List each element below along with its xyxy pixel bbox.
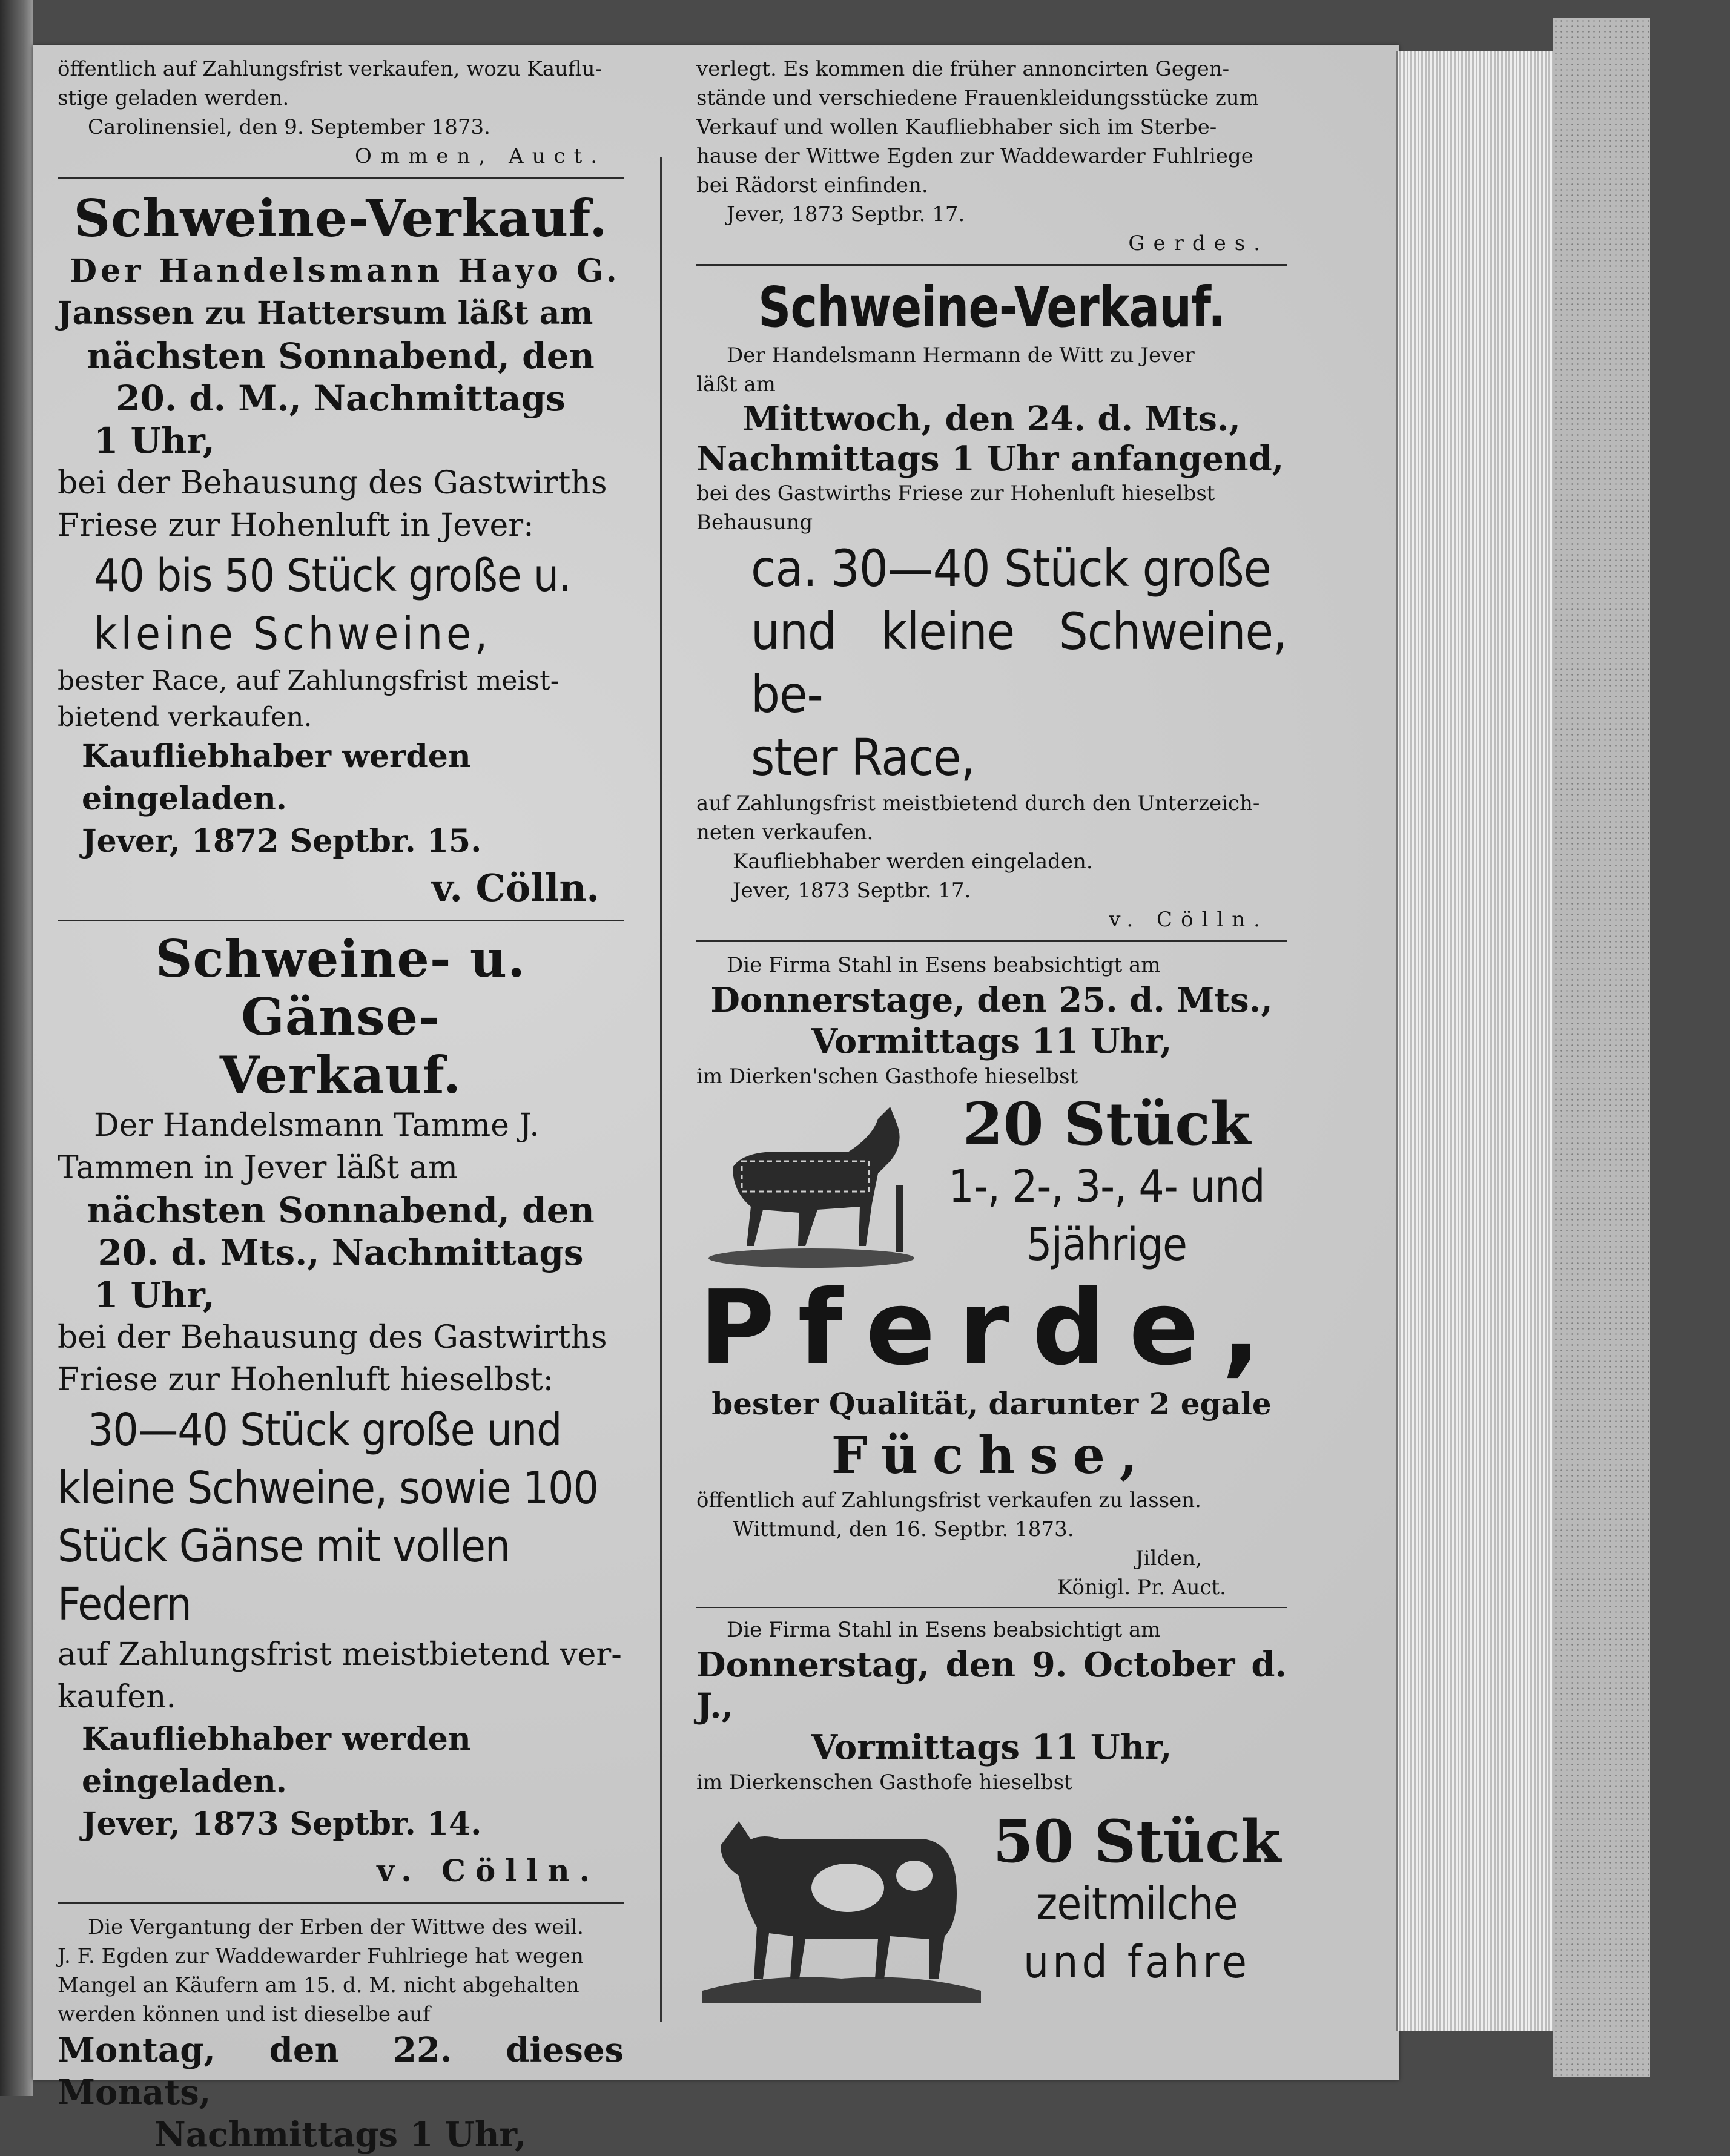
horse-block	[696, 1091, 1287, 1274]
ad-title: Schweine-Verkauf.	[758, 275, 1226, 340]
ad-line: bei der Behausung des Gastwirths	[58, 465, 607, 501]
book-spine-edge	[0, 0, 33, 2096]
ad-line: bei der Behausung des Gastwirths	[58, 1319, 607, 1356]
divider	[58, 920, 624, 921]
ad-line: Nachmittags 1 Uhr anfangend,	[696, 439, 1284, 479]
ad-line: ster Race,	[751, 728, 975, 787]
ad-date: Jever, 1873 Septbr. 17.	[727, 202, 965, 226]
ad-title: Verkauf.	[219, 1045, 462, 1105]
ad-line: Die Firma Stahl in Esens beabsichtigt am	[727, 953, 1161, 977]
ad-line: im Dierkenschen Gasthofe hieselbst	[696, 1770, 1072, 1795]
ad-line: Mittwoch, den 24. d. Mts.,	[742, 399, 1241, 439]
ad-line: 5jährige	[1026, 1219, 1187, 1271]
ad-line: Friese zur Hohenluft hieselbst:	[58, 1362, 554, 1398]
ad-line: Pferde,	[699, 1268, 1284, 1388]
ad-line: 50 Stück	[992, 1807, 1281, 1876]
ad-line: Tammen in Jever läßt am	[58, 1150, 458, 1186]
ad-line: hause der Wittwe Egden zur Waddewarder Fuhlriege	[696, 144, 1253, 168]
ad-line: bester Qualität, darunter 2 egale	[711, 1386, 1272, 1422]
ad-line: öffentlich auf Zahlungsfrist verkaufen zu lassen.	[696, 1488, 1201, 1512]
cow-woodcut-icon	[696, 1797, 987, 2003]
ad-line: bei Rädorst einfinden.	[696, 173, 928, 197]
ad-line: Mangel an Käufern am 15. d. M. nicht abgehalten	[58, 1973, 579, 1997]
ad-line: kleine Schweine, sowie 100	[58, 1462, 598, 1514]
ad-line: bei des Gastwirths Friese zur Hohenluft hieselbst	[696, 481, 1215, 506]
intro-line: stige geladen werden.	[58, 86, 289, 110]
intro-signature: Ommen, Auct.	[355, 144, 606, 168]
ad-line: Vormittags 11 Uhr,	[811, 1727, 1172, 1767]
ad-line: 1-, 2-, 3-, 4- und	[948, 1161, 1265, 1213]
divider	[696, 1607, 1287, 1608]
ad-schweine-verkauf-1	[58, 187, 624, 914]
intro-date: Carolinensiel, den 9. September 1873.	[88, 115, 490, 139]
ad-schweine-gaense-verkauf	[58, 930, 624, 1896]
ad-line: läßt am	[696, 372, 776, 397]
ad-line: auf Zahlungsfrist meistbietend durch den Unterzeich-	[696, 791, 1260, 816]
ad-line: Behausung	[696, 510, 813, 535]
divider	[58, 177, 624, 179]
ad-line: Janssen zu Hattersum läßt am	[58, 295, 593, 332]
cow-block	[696, 1797, 1287, 2003]
ad-title: Schweine- u. Gänse-	[155, 929, 526, 1047]
ad-pferde	[696, 951, 1287, 1602]
ad-signature: Königl. Pr. Auct.	[1057, 1575, 1226, 1600]
ad-date: Wittmund, den 16. Septbr. 1873.	[733, 1517, 1074, 1541]
ad-line: Federn	[58, 1578, 191, 1630]
ad-line: Donnerstag, den 9. October d. J.,	[696, 1645, 1287, 1726]
divider	[696, 940, 1287, 942]
ad-line: Füchse,	[831, 1425, 1152, 1485]
ad-line: Donnerstage, den 25. d. Mts.,	[710, 980, 1273, 1020]
ad-line: J. F. Egden zur Waddewarder Fuhlriege hat wegen	[58, 1944, 584, 1968]
ad-line: Montag, den 22. dieses Monats,	[58, 2030, 624, 2112]
ad-line: Kaufliebhaber werden eingeladen.	[82, 1721, 471, 1800]
ad-line: kaufen.	[58, 1679, 177, 1715]
ad-line: 30—40 Stück große und	[88, 1404, 562, 1456]
ad-line: 20. d. M., Nachmittags	[116, 378, 566, 419]
ad-line: Kaufliebhaber werden eingeladen.	[733, 849, 1093, 874]
ad-line: auf Zahlungsfrist meistbietend ver-	[58, 1637, 622, 1673]
ad-line: werden können und ist dieselbe auf	[58, 2002, 431, 2026]
ad-signature: v. Cölln.	[1109, 908, 1269, 932]
ad-line: nächsten Sonnabend, den	[87, 1190, 595, 1231]
ad-signature: v. Cölln.	[377, 1853, 599, 1888]
left-column	[58, 54, 624, 2156]
ad-line: ca. 30—40 Stück große	[751, 539, 1272, 598]
ad-line: neten verkaufen.	[696, 820, 874, 845]
ad-signature: v. Cölln.	[431, 866, 599, 910]
ad-line: 40 bis 50 Stück große u.	[94, 550, 571, 602]
ad-line: Die Vergantung der Erben der Wittwe des weil.	[88, 1915, 584, 1939]
column-divider	[660, 157, 662, 2022]
ad-line: Friese zur Hohenluft in Jever:	[58, 507, 534, 544]
ad-line: bester Race, auf Zahlungsfrist meist-	[58, 665, 560, 696]
ad-line: und kleine Schweine, be-	[751, 602, 1287, 724]
divider	[696, 264, 1287, 266]
ad-line: 20 Stück	[962, 1090, 1251, 1158]
ad-line: und fahre	[1023, 1936, 1250, 1988]
ad-date: Jever, 1873 Septbr. 17.	[733, 879, 971, 903]
ad-continuation	[696, 54, 1287, 258]
ad-line: nächsten Sonnabend, den	[87, 335, 595, 377]
ad-line: verlegt. Es kommen die früher annoncirten Gegen-	[696, 57, 1230, 81]
ad-vergantung	[58, 1913, 624, 2156]
divider	[58, 1902, 624, 1904]
ad-line: im Dierken'schen Gasthofe hieselbst	[696, 1064, 1078, 1089]
ad-line: stände und verschiedene Frauenkleidungsstücke zum	[696, 86, 1259, 110]
right-column	[696, 54, 1287, 2003]
ad-line: Kaufliebhaber werden eingeladen.	[82, 738, 471, 817]
ad-schweine-verkauf-2	[696, 274, 1287, 934]
ad-title: Schweine-Verkauf.	[73, 188, 608, 248]
ad-line: Nachmittags 1 Uhr,	[154, 2115, 527, 2155]
ad-line: 1 Uhr,	[94, 1274, 215, 1316]
ad-line: Der Handelsmann Tamme J.	[94, 1107, 540, 1144]
ad-line: kleine Schweine,	[94, 608, 492, 660]
ad-kuehe	[696, 1615, 1287, 2003]
ad-date: Jever, 1873 Septbr. 14.	[82, 1805, 482, 1842]
ad-line: Die Firma Stahl in Esens beabsichtigt am	[727, 1618, 1161, 1642]
ad-line: Vormittags 11 Uhr,	[811, 1021, 1172, 1061]
horse-woodcut-icon	[696, 1095, 926, 1270]
ad-line: 20. d. Mts., Nachmittags	[97, 1232, 584, 1273]
ad-signature: Gerdes.	[1128, 231, 1269, 255]
ad-line: 1 Uhr,	[94, 420, 215, 461]
ad-line: Stück Gänse mit vollen	[58, 1520, 510, 1572]
ad-line: zeitmilche	[1036, 1878, 1238, 1930]
intro-line: öffentlich auf Zahlungsfrist verkaufen, wozu Kauflu-	[58, 57, 603, 81]
book-page-edges	[1396, 51, 1555, 2031]
ad-line: Der Handelsmann Hayo G.	[70, 252, 621, 289]
ad-line: bietend verkaufen.	[58, 702, 312, 733]
book-cover	[1553, 18, 1650, 2077]
ad-date: Jever, 1872 Septbr. 15.	[82, 823, 482, 860]
ad-line: Verkauf und wollen Kaufliebhaber sich im Sterbe-	[696, 115, 1217, 139]
ad-signature: Jilden,	[1135, 1546, 1202, 1571]
ad-line: Der Handelsmann Hermann de Witt zu Jever	[727, 343, 1195, 368]
